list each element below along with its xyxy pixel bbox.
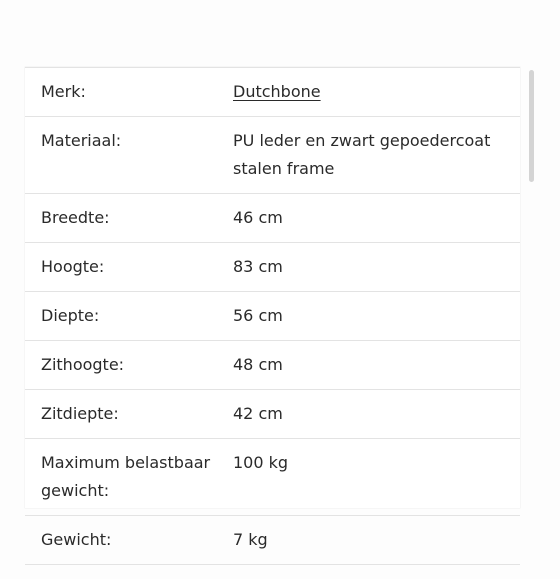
spec-value: 7 kg xyxy=(233,530,268,549)
spec-label: Materiaal: xyxy=(41,131,122,150)
spec-value: 42 cm xyxy=(233,404,283,423)
spec-row-seat-height xyxy=(25,341,520,390)
spec-row-material xyxy=(25,117,520,194)
spec-value: 46 cm xyxy=(233,208,283,227)
spec-row-depth xyxy=(25,292,520,341)
brand-link[interactable]: Dutchbone xyxy=(233,82,321,101)
spec-value: 56 cm xyxy=(233,306,283,325)
spec-row-weight xyxy=(25,516,520,565)
spec-label: Zithoogte: xyxy=(41,355,125,374)
spec-row-width xyxy=(25,194,520,243)
spec-value xyxy=(233,68,520,117)
spec-row-brand xyxy=(25,68,520,117)
spec-label: Maximum belastbaar gewicht: xyxy=(41,453,211,500)
specifications-table xyxy=(25,67,520,565)
spec-label: Hoogte: xyxy=(41,257,105,276)
scrollbar-thumb[interactable] xyxy=(529,70,534,182)
spec-row-height xyxy=(25,243,520,292)
spec-value: PU leder en zwart gepoedercoat stalen frame xyxy=(233,131,491,178)
spec-label: Merk: xyxy=(41,82,86,101)
spec-label: Zitdiepte: xyxy=(41,404,119,423)
spec-label: Breedte: xyxy=(41,208,110,227)
spec-value: 48 cm xyxy=(233,355,283,374)
spec-label: Gewicht: xyxy=(41,530,112,549)
specifications-panel xyxy=(25,67,520,549)
spec-value: 100 kg xyxy=(233,453,289,472)
spec-row-seat-depth xyxy=(25,390,520,439)
spec-row-max-load xyxy=(25,439,520,516)
spec-value: 83 cm xyxy=(233,257,283,276)
spec-label: Diepte: xyxy=(41,306,100,325)
